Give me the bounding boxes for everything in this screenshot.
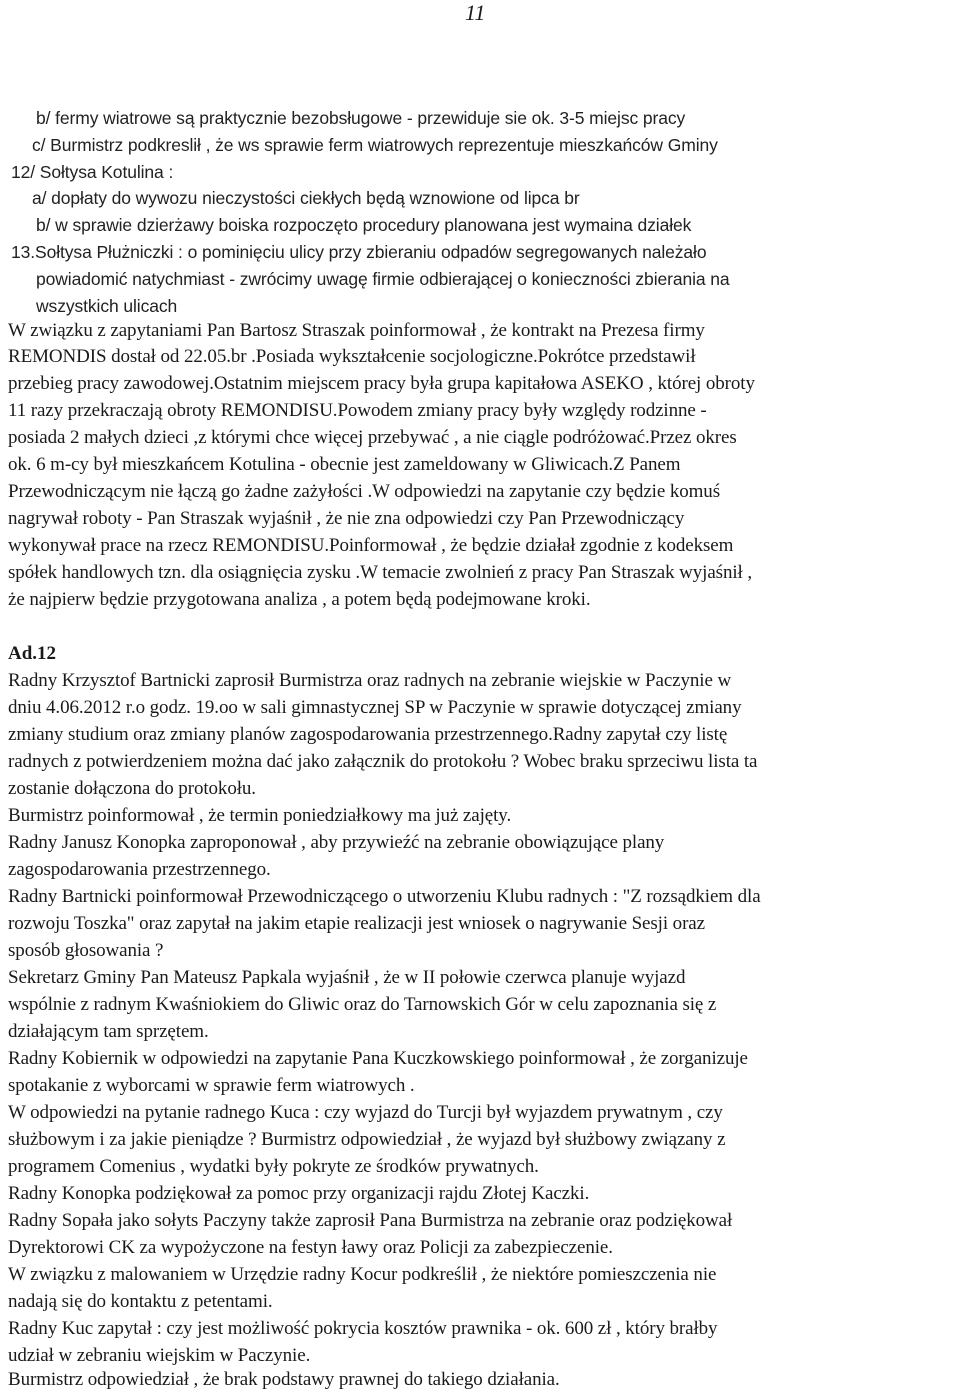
text-line: sposób głosowania ?: [8, 940, 164, 961]
text-line: b/ fermy wiatrowe są praktycznie bezobsługowe - przewiduje sie ok. 3-5 miejsc pracy: [36, 108, 686, 128]
text-line: zostanie dołączona do protokołu.: [8, 778, 256, 799]
section-heading: Ad.12: [8, 643, 57, 664]
text-line: W związku z malowaniem w Urzędzie radny Kocur podkreślił , że niektóre pomieszczenia nie: [8, 1264, 717, 1285]
text-line: Przewodniczącym nie łączą go żadne zażyłości .W odpowiedzi na zapytanie czy będzie komuś: [8, 481, 721, 502]
text-line: Radny Kobiernik w odpowiedzi na zapytanie Pana Kuczkowskiego poinformował , że zorganizuje: [8, 1048, 748, 1069]
text-line: wspólnie z radnym Kwaśniokiem do Gliwic oraz do Tarnowskich Gór w celu zapoznania się z: [8, 994, 717, 1015]
text-line: Burmistrz poinformował , że termin poniedziałkowy ma już zajęty.: [8, 805, 512, 826]
text-line: nadają się do kontaktu z petentami.: [8, 1291, 273, 1312]
text-line: działającym tam sprzętem.: [8, 1021, 209, 1042]
text-line: Burmistrz odpowiedział , że brak podstawy prawnej do takiego działania.: [8, 1369, 560, 1390]
text-line: programem Comenius , wydatki były pokryte ze środków prywatnych.: [8, 1156, 539, 1177]
text-line: wszystkich ulicach: [36, 296, 178, 316]
text-line: wykonywał prace na rzecz REMONDISU.Poinformował , że będzie działał zgodnie z kodeksem: [8, 535, 734, 556]
text-line: zagospodarowania przestrzennego.: [8, 859, 271, 880]
text-line: Radny Sopała jako sołyts Paczyny także zaprosił Pana Burmistrza na zebranie oraz podziękował: [8, 1210, 733, 1231]
text-line: udział w zebraniu wiejskim w Paczynie.: [8, 1345, 311, 1366]
text-line: dniu 4.06.2012 r.o godz. 19.oo w sali gimnastycznej SP w Paczynie w sprawie dotyczącej zmiany: [8, 697, 742, 718]
text-line: służbowym i za jakie pieniądze ? Burmistrz odpowiedział , że wyjazd był służbowy związany z: [8, 1129, 726, 1150]
text-line: powiadomić natychmiast - zwrócimy uwagę firmie odbierającej o konieczności zbierania na: [36, 269, 730, 289]
text-line: ok. 6 m-cy był mieszkańcem Kotulina - obecnie jest zameldowany w Gliwicach.Z Panem: [8, 454, 681, 475]
text-line: Radny Bartnicki poinformował Przewodniczącego o utworzeniu Klubu radnych : "Z rozsądkiem dla: [8, 886, 761, 907]
text-line: 11 razy przekraczają obroty REMONDISU.Powodem zmiany pracy były względy rodzinne -: [8, 400, 707, 421]
text-line: Radny Krzysztof Bartnicki zaprosił Burmistrza oraz radnych na zebranie wiejskie w Paczynie w: [8, 670, 732, 691]
text-line: W odpowiedzi na pytanie radnego Kuca : czy wyjazd do Turcji był wyjazdem prywatnym , czy: [8, 1102, 723, 1123]
text-line: REMONDIS dostał od 22.05.br .Posiada wykształcenie socjologiczne.Pokrótce przedstawił: [8, 346, 696, 367]
text-line: że najpierw będzie przygotowana analiza , a potem będą podejmowane kroki.: [8, 589, 591, 610]
text-line: spółek handlowych tzn. dla osiągnięcia zysku .W temacie zwolnień z pracy Pan Straszak wyjaśnił ,: [8, 562, 753, 583]
text-line: nagrywał roboty - Pan Straszak wyjaśnił , że nie zna odpowiedzi czy Pan Przewodniczący: [8, 508, 685, 529]
text-line: przebieg pracy zawodowej.Ostatnim miejscem pracy była grupa kapitałowa ASEKO , której obroty: [8, 373, 755, 394]
text-line: zmiany studium oraz zmiany planów zagospodarowania przestrzennego.Radny zapytał czy listę: [8, 724, 728, 745]
text-line: Radny Janusz Konopka zaproponował , aby przywieźć na zebranie obowiązujące plany: [8, 832, 665, 853]
text-line: b/ w sprawie dzierżawy boiska rozpoczęto procedury planowana jest wymaina działek: [36, 215, 692, 235]
text-line: Radny Konopka podziękował za pomoc przy organizacji rajdu Złotej Kaczki.: [8, 1183, 590, 1204]
text-line: W związku z zapytaniami Pan Bartosz Straszak poinformował , że kontrakt na Prezesa firmy: [8, 320, 705, 341]
text-line: Dyrektorowi CK za wypożyczone na festyn ławy oraz Policji za zabezpieczenie.: [8, 1237, 613, 1258]
text-line: posiada 2 małych dzieci ,z którymi chce więcej przebywać , a nie ciągle podróżować.Przez okres: [8, 427, 737, 448]
text-line: radnych z potwierdzeniem można dać jako załącznik do protokołu ? Wobec braku sprzeciwu lista ta: [8, 751, 758, 772]
text-line: 12/ Sołtysa Kotulina :: [11, 162, 174, 182]
page-number: 11: [465, 0, 486, 25]
text-line: c/ Burmistrz podkreslił , że ws sprawie ferm wiatrowych reprezentuje mieszkańców Gminy: [32, 135, 718, 155]
text-line: 13.Sołtysa Płużniczki : o pominięciu ulicy przy zbieraniu odpadów segregowanych należało: [11, 242, 707, 262]
text-line: a/ dopłaty do wywozu nieczystości ciekłych będą wznowione od lipca br: [32, 188, 580, 208]
text-line: spotakanie z wyborcami w sprawie ferm wiatrowych .: [8, 1075, 415, 1096]
text-line: Radny Kuc zapytał : czy jest możliwość pokrycia kosztów prawnika - ok. 600 zł , który brałby: [8, 1318, 718, 1339]
text-line: rozwoju Toszka" oraz zapytał na jakim etapie realizacji jest wniosek o nagrywanie Sesji oraz: [8, 913, 705, 934]
text-line: Sekretarz Gminy Pan Mateusz Papkala wyjaśnił , że w II połowie czerwca planuje wyjazd: [8, 967, 686, 988]
